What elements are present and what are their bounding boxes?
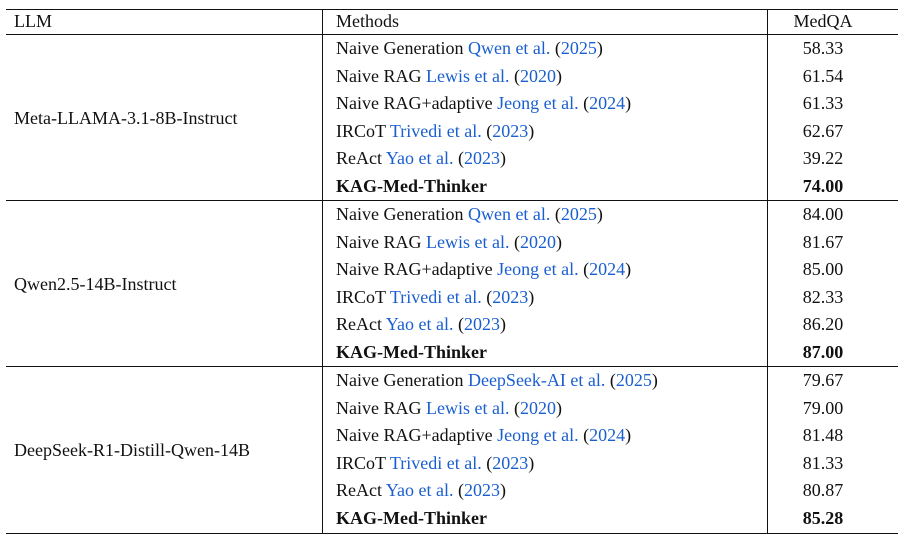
citation-link[interactable]: Lewis et al.: [425, 231, 510, 252]
citation-link[interactable]: Yao et al.: [385, 314, 454, 335]
header-medqa: MedQA: [793, 11, 853, 31]
method-cell: Naive RAG Lewis et al. (2020): [336, 397, 562, 418]
method-cell: IRCoT Trivedi et al. (2023): [336, 120, 535, 141]
llm-label: Meta-LLAMA-3.1-8B-Instruct: [14, 107, 238, 128]
llm-label: Qwen2.5-14B-Instruct: [14, 273, 177, 294]
score-cell: 62.67: [802, 120, 844, 141]
method-cell: ReAct Yao et al. (2023): [336, 314, 506, 335]
citation-link[interactable]: Yao et al.: [385, 480, 454, 501]
method-name: Naive RAG+adaptive: [336, 425, 493, 446]
score-cell: 81.33: [802, 452, 844, 473]
method-cell: ReAct Yao et al. (2023): [336, 480, 506, 501]
score-cell: 85.00: [802, 259, 844, 280]
header-llm: LLM: [14, 11, 52, 31]
method-name: Naive Generation: [336, 204, 464, 224]
method-cell: [336, 505, 487, 531]
citation-link[interactable]: Jeong et al.: [497, 425, 579, 446]
method-cell: Naive Generation Qwen et al. (2025): [336, 204, 603, 224]
method-cell: Naive RAG+adaptive Jeong et al. (2024): [336, 425, 632, 446]
citation-link[interactable]: Jeong et al.: [497, 259, 579, 280]
method-name: Naive RAG: [336, 397, 422, 418]
method-cell: Naive Generation DeepSeek-AI et al. (2025): [336, 370, 658, 390]
score-cell: 86.20: [802, 314, 844, 335]
header-methods: Methods: [336, 11, 399, 31]
citation-link[interactable]: Trivedi et al.: [389, 286, 482, 307]
llm-label: DeepSeek-R1-Distill-Qwen-14B: [14, 439, 250, 460]
score-cell: 82.33: [802, 286, 844, 307]
score-cell: 79.00: [802, 397, 844, 418]
citation-year-link[interactable]: 2024: [589, 259, 626, 280]
method-cell: Naive RAG Lewis et al. (2020): [336, 231, 562, 252]
citation-link[interactable]: Qwen et al.: [467, 38, 551, 58]
citation-link[interactable]: Lewis et al.: [425, 65, 510, 86]
method-name: Naive RAG: [336, 231, 422, 252]
citation-year-link[interactable]: 2024: [589, 93, 626, 114]
method-cell: [336, 173, 487, 199]
score-cell: 74.00: [802, 176, 844, 196]
citation-year-link[interactable]: 2025: [615, 370, 652, 390]
method-name: IRCoT: [336, 286, 386, 307]
score-cell: 85.28: [802, 508, 844, 528]
method-name: Naive Generation: [336, 38, 464, 58]
citation-year-link[interactable]: 2020: [519, 65, 556, 86]
method-name: Naive RAG+adaptive: [336, 93, 493, 114]
method-cell: IRCoT Trivedi et al. (2023): [336, 286, 535, 307]
citation-year-link[interactable]: 2023: [464, 314, 500, 335]
citation-year-link[interactable]: 2023: [492, 286, 529, 307]
citation-link[interactable]: Qwen et al.: [467, 204, 551, 224]
method-cell: [336, 339, 487, 365]
citation-year-link[interactable]: 2020: [519, 397, 556, 418]
citation-link[interactable]: Jeong et al.: [497, 93, 579, 114]
score-cell: 39.22: [802, 148, 844, 169]
method-cell: Naive RAG Lewis et al. (2020): [336, 65, 562, 86]
method-name: KAG-Med-Thinker: [336, 342, 487, 362]
method-name: KAG-Med-Thinker: [336, 508, 487, 528]
citation-link[interactable]: Lewis et al.: [425, 397, 510, 418]
citation-year-link[interactable]: 2024: [589, 425, 626, 446]
method-name: IRCoT: [336, 120, 386, 141]
method-name: Naive RAG: [336, 65, 422, 86]
citation-year-link[interactable]: 2023: [464, 480, 500, 501]
score-cell: 61.33: [802, 93, 844, 114]
method-cell: ReAct Yao et al. (2023): [336, 148, 506, 169]
citation-link[interactable]: DeepSeek-AI et al.: [467, 370, 606, 390]
score-cell: 81.48: [802, 425, 844, 446]
method-cell: Naive RAG+adaptive Jeong et al. (2024): [336, 259, 632, 280]
score-cell: 81.67: [802, 231, 844, 252]
citation-year-link[interactable]: 2023: [464, 148, 500, 169]
method-name: ReAct: [336, 480, 382, 501]
method-name: ReAct: [336, 314, 382, 335]
citation-link[interactable]: Yao et al.: [385, 148, 454, 169]
method-name: IRCoT: [336, 452, 386, 473]
column-divider: [322, 9, 323, 534]
method-name: Naive RAG+adaptive: [336, 259, 493, 280]
citation-year-link[interactable]: 2023: [492, 452, 529, 473]
citation-year-link[interactable]: 2023: [492, 120, 529, 141]
score-cell: 58.33: [802, 38, 844, 58]
citation-link[interactable]: Trivedi et al.: [389, 452, 482, 473]
score-cell: 61.54: [802, 65, 844, 86]
method-cell: IRCoT Trivedi et al. (2023): [336, 452, 535, 473]
top-rule: [6, 9, 898, 10]
citation-year-link[interactable]: 2020: [519, 231, 556, 252]
citation-link[interactable]: Trivedi et al.: [389, 120, 482, 141]
citation-year-link[interactable]: 2025: [560, 38, 597, 58]
score-cell: 80.87: [802, 480, 844, 501]
score-cell: 84.00: [802, 204, 844, 224]
score-cell: 79.67: [802, 370, 844, 390]
bottom-rule: [6, 533, 898, 534]
method-cell: Naive Generation Qwen et al. (2025): [336, 38, 603, 58]
method-cell: Naive RAG+adaptive Jeong et al. (2024): [336, 93, 632, 114]
method-name: KAG-Med-Thinker: [336, 176, 487, 196]
method-name: Naive Generation: [336, 370, 464, 390]
score-cell: 87.00: [802, 342, 844, 362]
citation-year-link[interactable]: 2025: [560, 204, 597, 224]
method-name: ReAct: [336, 148, 382, 169]
